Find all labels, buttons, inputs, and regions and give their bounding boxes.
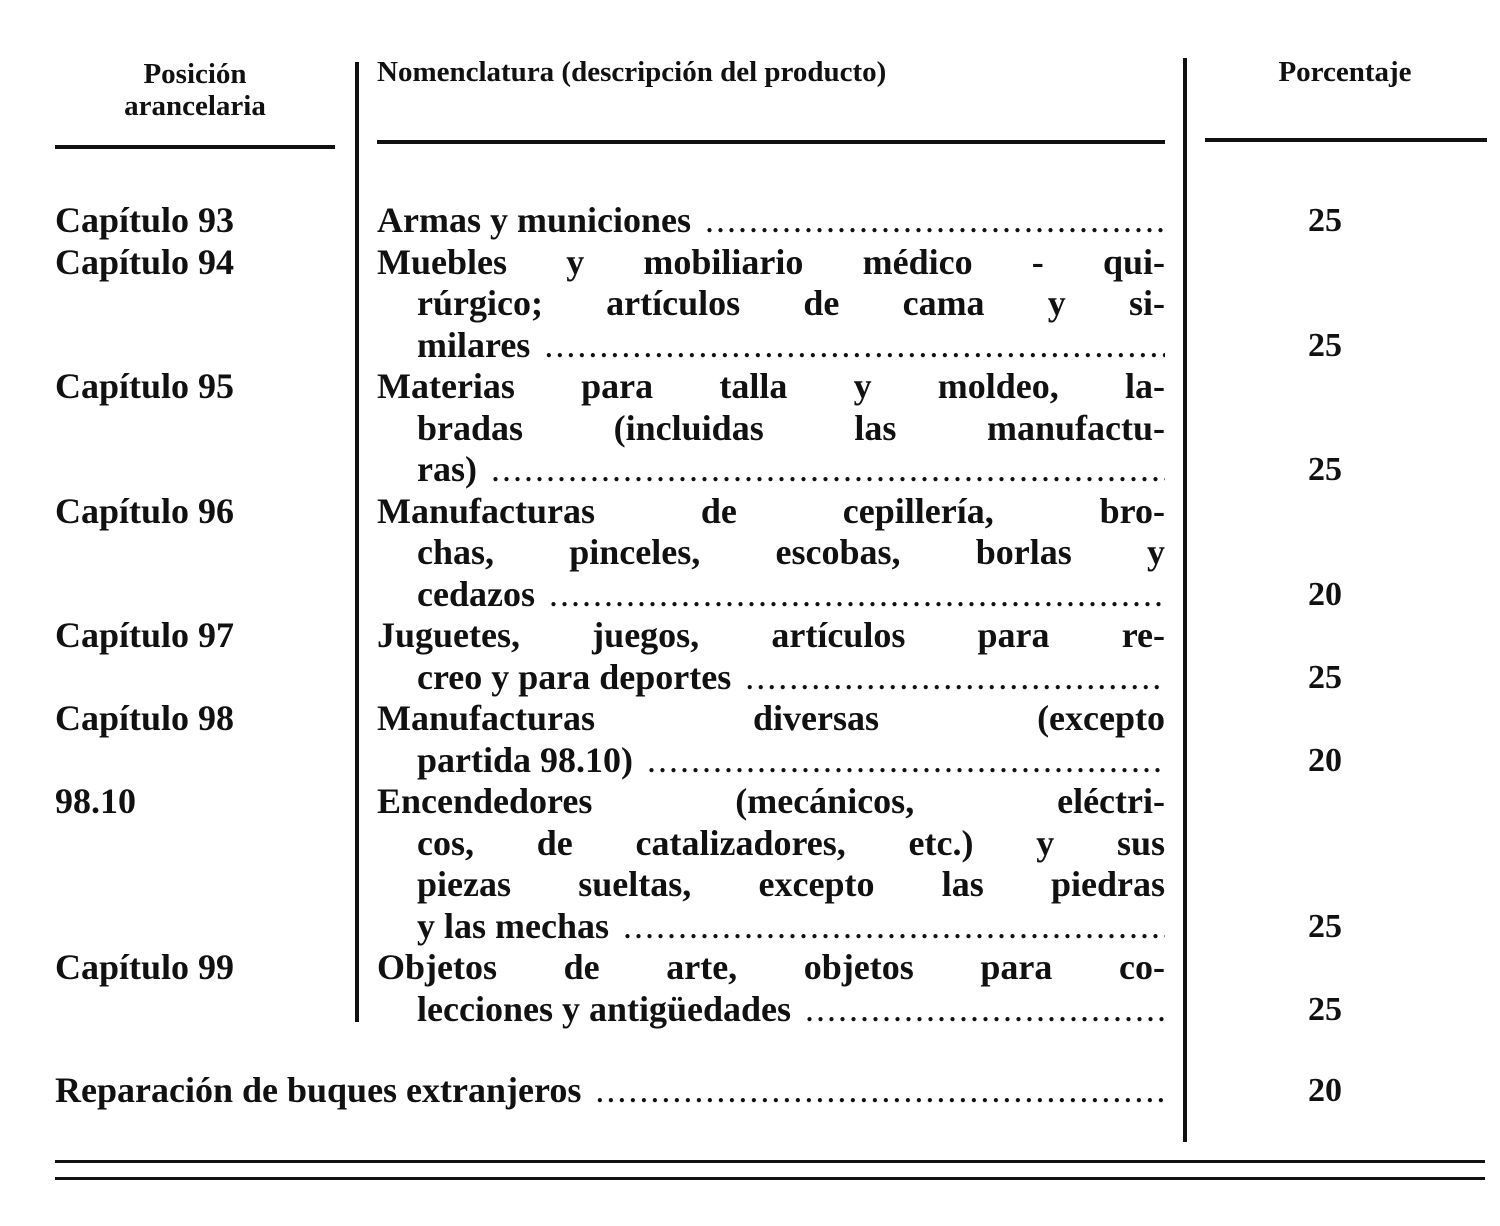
description-text: Armas y municiones xyxy=(377,200,691,240)
description-line xyxy=(377,449,1165,491)
description-cell xyxy=(377,366,1165,491)
description-text: y las mechas xyxy=(417,905,609,946)
dot-leader xyxy=(705,200,1165,242)
table-row-footer xyxy=(55,1070,1485,1112)
position-cell: Capítulo 99 xyxy=(55,947,235,987)
description-line xyxy=(377,740,1165,782)
dot-leader xyxy=(623,906,1165,948)
dot-leader xyxy=(647,740,1165,782)
description-text: Reparación de buques extranjeros xyxy=(55,1070,582,1110)
header-rule xyxy=(377,140,1165,144)
percentage-cell: 20 xyxy=(1308,575,1342,613)
bottom-rule xyxy=(55,1160,1485,1163)
description-text: creo y para deportes xyxy=(417,656,732,697)
description-line: Objetos de arte, objetos para co- xyxy=(377,947,1165,987)
position-cell: Capítulo 97 xyxy=(55,615,235,655)
position-cell: Capítulo 94 xyxy=(55,241,235,282)
description-line: Manufacturas de cepillería, bro- xyxy=(377,490,1165,531)
percentage-cell: 20 xyxy=(1308,741,1342,779)
description-text: cedazos xyxy=(417,573,535,614)
header-percentage: Porcentaje xyxy=(1278,56,1412,88)
description-line: chas, pinceles, escobas, borlas y xyxy=(417,532,1165,572)
percentage-cell: 25 xyxy=(1308,907,1342,945)
description-text: partida 98.10) xyxy=(417,739,633,780)
header-rule xyxy=(1205,138,1487,142)
description-line: Manufacturas diversas (excepto xyxy=(377,698,1165,738)
description-text: milares xyxy=(417,324,531,365)
description-cell xyxy=(377,698,1165,781)
description-line: rúrgico; artículos de cama y si- xyxy=(417,283,1165,323)
position-cell: Capítulo 93 xyxy=(55,200,235,240)
description-line xyxy=(377,200,1165,242)
description-line xyxy=(377,906,1165,948)
description-text: ras) xyxy=(417,449,477,489)
description-line xyxy=(377,325,1165,367)
description-line xyxy=(55,1070,1165,1112)
description-line xyxy=(377,574,1165,616)
description-line: Muebles y mobiliario médico - qui- xyxy=(377,241,1165,282)
description-cell xyxy=(377,781,1165,947)
table-row xyxy=(55,947,1485,1030)
table-row xyxy=(55,242,1485,367)
bottom-rule xyxy=(55,1177,1485,1180)
description-cell xyxy=(377,491,1165,616)
table-row xyxy=(55,366,1485,491)
description-cell xyxy=(377,242,1165,367)
dot-leader xyxy=(595,1070,1165,1112)
position-cell: Capítulo 96 xyxy=(55,490,235,531)
percentage-cell: 25 xyxy=(1308,658,1342,696)
description-line: cos, de catalizadores, etc.) y sus xyxy=(417,822,1165,863)
position-cell: 98.10 xyxy=(55,781,136,821)
percentage-cell: 25 xyxy=(1308,990,1342,1028)
percentage-cell: 25 xyxy=(1308,451,1342,488)
table-row xyxy=(55,615,1485,698)
description-line: Encendedores (mecánicos, eléctri- xyxy=(377,781,1165,821)
description-cell xyxy=(55,1070,1165,1112)
description-cell xyxy=(377,615,1165,698)
header-position xyxy=(55,58,335,122)
tariff-table xyxy=(55,200,1485,1112)
header-position-line: Posición xyxy=(143,58,247,90)
header-nomenclature: Nomenclatura (descripción del producto) xyxy=(377,56,887,88)
position-cell: Capítulo 95 xyxy=(55,366,235,406)
dot-leader xyxy=(745,657,1165,699)
description-line: piezas sueltas, excepto las piedras xyxy=(417,864,1165,904)
dot-leader xyxy=(491,449,1165,491)
table-row xyxy=(55,781,1485,947)
description-cell xyxy=(377,947,1165,1030)
table-row xyxy=(55,698,1485,781)
description-line: Materias para talla y moldeo, la- xyxy=(377,366,1165,406)
percentage-cell: 20 xyxy=(1308,1072,1342,1109)
description-line: Juguetes, juegos, artículos para re- xyxy=(377,615,1165,655)
percentage-cell: 25 xyxy=(1308,326,1342,364)
header-position-line: arancelaria xyxy=(124,90,266,122)
description-line: bradas (incluidas las manufactu- xyxy=(417,407,1165,448)
table-row xyxy=(55,491,1485,616)
description-line xyxy=(377,989,1165,1031)
percentage-cell: 25 xyxy=(1308,202,1342,239)
description-text: lecciones y antigüedades xyxy=(417,988,791,1029)
table-row xyxy=(55,200,1485,242)
dot-leader xyxy=(549,574,1165,616)
description-cell xyxy=(377,200,1165,242)
description-line xyxy=(377,657,1165,699)
dot-leader xyxy=(805,989,1165,1031)
header-rule xyxy=(55,145,335,149)
position-cell: Capítulo 98 xyxy=(55,698,235,738)
dot-leader xyxy=(544,325,1165,367)
